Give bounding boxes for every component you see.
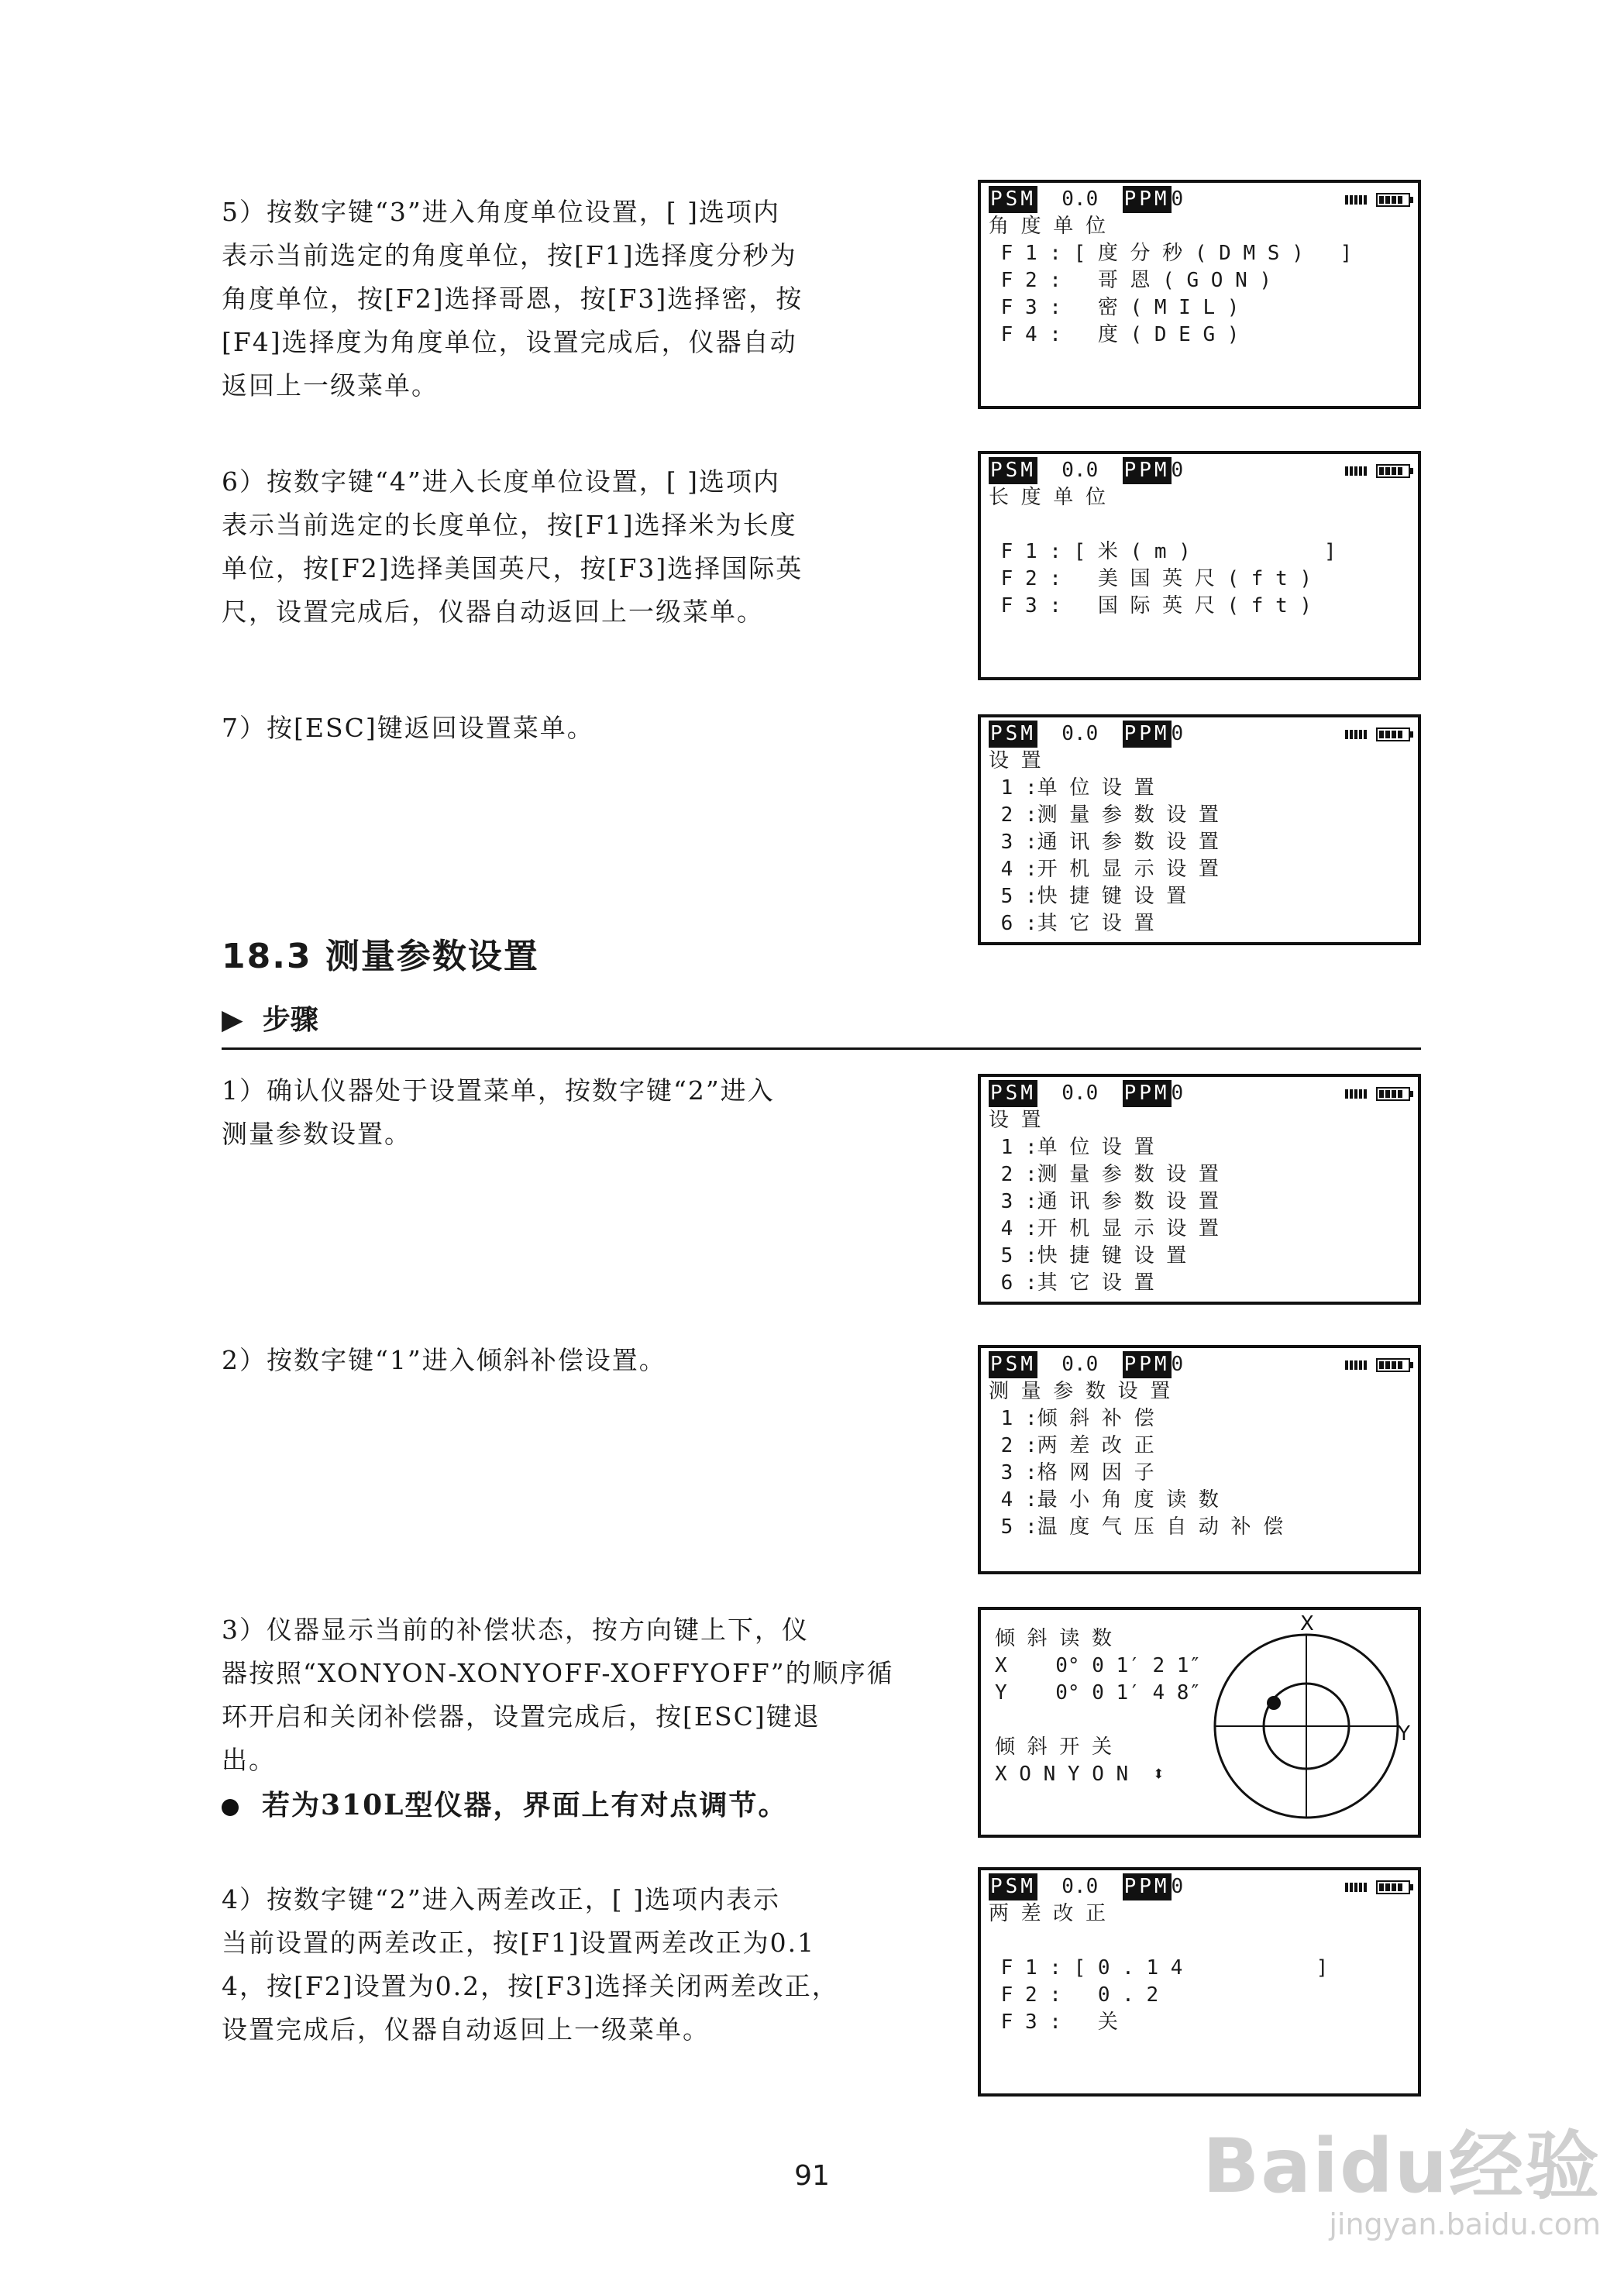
- axis-y-label: Y: [1398, 1722, 1410, 1746]
- bullet-icon: [222, 1799, 239, 1816]
- paragraph-sub-step3: 3）仪器显示当前的补偿状态，按方向键上下，仪 器按照“XONYON-XONYOFF-XOFFYOFF”的顺序循 环开启和关闭补偿器，设置完成后，按[ESC]键退 出。: [222, 1615, 894, 1775]
- screen-header: PSM 0.0 PPM 0: [989, 1351, 1410, 1378]
- section-title: 18.3 测量参数设置: [222, 937, 539, 976]
- screen-header: PSM 0.0 PPM 0: [989, 1080, 1410, 1107]
- section-divider: [222, 1047, 1421, 1050]
- battery-icon: [1376, 1880, 1410, 1894]
- screen-length-units: PSM 0.0 PPM 0 长 度 单 位 F 1 : [ 米 ( m ) ] F 2 : 美 国 英 尺 ( f t ) F 3 : 国 际 英 尺 ( f t ): [978, 451, 1421, 680]
- signal-icon: [1345, 1089, 1367, 1099]
- screen-measure-params: PSM 0.0 PPM 0 测 量 参 数 设 置 1 :倾 斜 补 偿 2 :两 差 改 正 3 :格 网 因 子 4 :最 小 角 度 读 数 5 :温 度 气 压 自 动 补 偿: [978, 1345, 1421, 1574]
- triangle-icon: ▶: [222, 1004, 243, 1036]
- signal-icon: [1345, 1883, 1367, 1892]
- screen-header: PSM 0.0 PPM 0: [989, 721, 1410, 748]
- bubble-dot: [1267, 1696, 1281, 1710]
- signal-icon: [1345, 195, 1367, 205]
- signal-icon: [1345, 466, 1367, 476]
- paragraph-step7: 7）按[ESC]键返回设置菜单。: [222, 713, 594, 743]
- battery-icon: [1376, 728, 1410, 741]
- signal-icon: [1345, 730, 1367, 739]
- watermark-logo: Baidu经验 jingyan.baidu.com: [1203, 2123, 1601, 2241]
- screen-settings-menu-2: PSM 0.0 PPM 0 设 置 1 :单 位 设 置 2 :测 量 参 数 设 置 3 :通 讯 参 数 设 置 4 :开 机 显 示 设 置 5 :快 捷 键 设 置 6 :其 它 设 置: [978, 1074, 1421, 1305]
- note-310l: 若为310L型仪器，界面上有对点调节。: [222, 1784, 787, 1823]
- paragraph-sub-step1: 1）确认仪器处于设置菜单，按数字键“2”进入 测量参数设置。: [222, 1075, 775, 1149]
- battery-icon: [1376, 1087, 1410, 1101]
- screen-two-diff-correction: PSM 0.0 PPM 0 两 差 改 正 F 1 : [ 0 . 1 4 ] F 2 : 0 . 2 F 3 : 关: [978, 1867, 1421, 2097]
- screen-header: PSM 0.0 PPM 0: [989, 1873, 1410, 1900]
- paragraph-sub-step2: 2）按数字键“1”进入倾斜补偿设置。: [222, 1345, 666, 1375]
- page-number: 91: [794, 2160, 830, 2192]
- screen-angle-units: PSM 0.0 PPM 0 角 度 单 位 F 1 : [ 度 分 秒 ( D M S ) ] F 2 : 哥 恩 ( G O N ) F 3 : 密 ( M I L ) F 4 : 度 ( D E G ): [978, 180, 1421, 409]
- tilt-bubble-diagram: [1213, 1610, 1415, 1835]
- paragraph-sub-step4: 4）按数字键“2”进入两差改正，[ ]选项内表示 当前设置的两差改正，按[F1]设置两差改正为0.1 4，按[F2]设置为0.2，按[F3]选择关闭两差改正， 设置完成后，仪器自动返回上一级菜单。: [222, 1884, 839, 2045]
- screen-header: PSM 0.0 PPM 0: [989, 457, 1410, 484]
- paragraph-step6: 6）按数字键“4”进入长度单位设置，[ ]选项内 表示当前选定的长度单位，按[F1]选择米为长度 单位，按[F2]选择美国英尺，按[F3]选择国际英 尺，设置完成后，仪器自动返回上一级菜单。: [222, 466, 803, 627]
- axis-x-label: X: [1300, 1612, 1314, 1636]
- signal-icon: [1345, 1360, 1367, 1370]
- screen-header: PSM 0.0 PPM 0: [989, 186, 1410, 213]
- screen-tilt-reading: 倾 斜 读 数 X 0° 0 1′ 2 1″ Y 0° 0 1′ 4 8″ 倾 斜 开 关 X O N Y O N ⬍ X Y: [978, 1607, 1421, 1838]
- battery-icon: [1376, 464, 1410, 478]
- screen-settings-menu: PSM 0.0 PPM 0 设 置 1 :单 位 设 置 2 :测 量 参 数 设 置 3 :通 讯 参 数 设 置 4 :开 机 显 示 设 置 5 :快 捷 键 设 置 6 :其 它 设 置: [978, 714, 1421, 945]
- battery-icon: [1376, 1358, 1410, 1372]
- battery-icon: [1376, 193, 1410, 207]
- paragraph-step5: 5）按数字键“3”进入角度单位设置，[ ]选项内 表示当前选定的角度单位，按[F1]选择度分秒为 角度单位，按[F2]选择哥恩，按[F3]选择密，按 [F4]选择度为角度单位，设置完成后，仪器自动 返回上一级菜单。: [222, 197, 803, 401]
- up-down-arrows-icon: ⬍: [1152, 1763, 1165, 1786]
- steps-heading: ▶ 步骤: [222, 1004, 318, 1036]
